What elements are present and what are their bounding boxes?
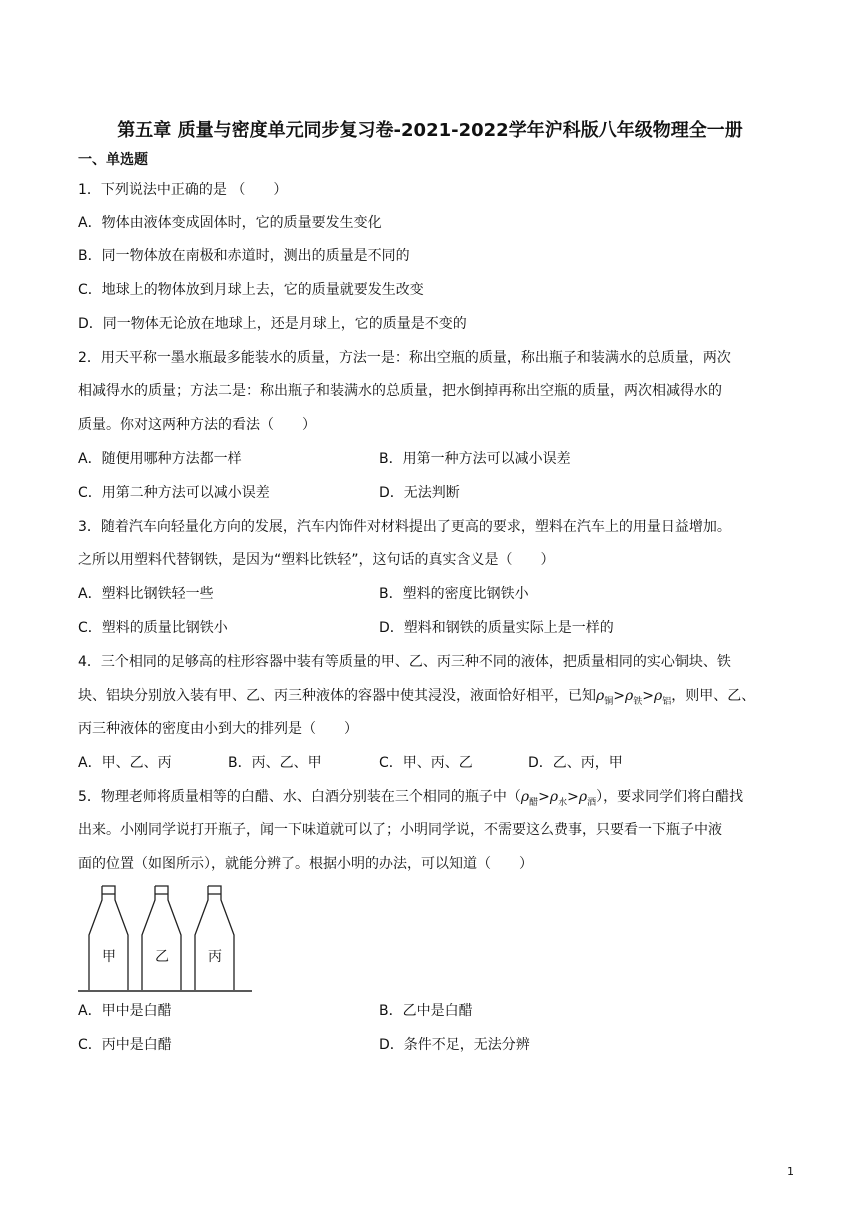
q5-stem-line1-tail: ），要求同学们将白醋找 [596, 789, 744, 805]
q2-option-d: D．无法判断 [379, 485, 460, 501]
q3-option-d: D．塑料和钢铁的质量实际上是一样的 [379, 620, 614, 636]
q3-option-a: A．塑料比钢铁轻一些 [78, 586, 214, 602]
bottle-yi [142, 886, 181, 990]
subscript-cu: 铜 [604, 696, 614, 707]
q3-option-c: C．塑料的质量比钢铁小 [78, 620, 228, 636]
q4-stem-line1: 4．三个相同的足够高的柱形容器中装有等质量的甲、乙、丙三种不同的液体，把质量相同的实心铜块、铁 [78, 654, 731, 670]
q3-option-b: B．塑料的密度比钢铁小 [379, 586, 529, 602]
q4-stem-line2 [78, 686, 755, 712]
q3-stem-line1: 3．随着汽车向轻量化方向的发展，汽车内饰件对材料提出了更高的要求，塑料在汽车上的用量日益增加。 [78, 519, 731, 535]
greater-than: > [642, 688, 654, 704]
greater-than: > [613, 688, 625, 704]
rho-symbol: ρ [624, 688, 634, 704]
q1-option-b: B．同一物体放在南极和赤道时，测出的质量是不同的 [78, 248, 410, 264]
section-heading: 一、单选题 [78, 152, 148, 168]
q5-stem-line3: 面的位置（如图所示），就能分辨了。根据小明的办法，可以知道（ ） [78, 856, 533, 872]
subscript-water: 水 [558, 797, 568, 808]
page-number: 1 [787, 1165, 794, 1178]
q1-option-d: D．同一物体无论放在地球上，还是月球上，它的质量是不变的 [78, 316, 467, 332]
rho-symbol: ρ [520, 789, 530, 805]
bottle-label-jia: 甲 [102, 949, 116, 965]
rho-symbol: ρ [549, 789, 559, 805]
q1-option-a: A．物体由液体变成固体时，它的质量要发生变化 [78, 215, 382, 231]
rho-symbol: ρ [653, 688, 663, 704]
document-title: 第五章 质量与密度单元同步复习卷-2021-2022学年沪科版八年级物理全一册 [117, 120, 743, 141]
bottle-label-bing: 丙 [208, 949, 222, 965]
subscript-vinegar: 醋 [529, 797, 539, 808]
rho-symbol: ρ [596, 688, 605, 704]
q5-stem-line1-text: 5．物理老师将质量相等的白醋、水、白酒分别装在三个相同的瓶子中（ [78, 789, 521, 805]
q5-stem-line2: 出来。小刚同学说打开瓶子，闻一下味道就可以了；小明同学说，不需要这么费事，只要看一下瓶子中液 [78, 822, 722, 838]
q5-option-c: C．丙中是白醋 [78, 1037, 172, 1053]
q4-stem-line3: 丙三种液体的密度由小到大的排列是（ ） [78, 721, 358, 737]
greater-than: > [538, 789, 550, 805]
q3-stem-line2: 之所以用塑料代替钢铁，是因为“塑料比铁轻”，这句话的真实含义是（ ） [78, 552, 555, 568]
q4-option-d: D．乙、丙，甲 [528, 755, 623, 771]
q2-stem-line3: 质量。你对这两种方法的看法（ ） [78, 417, 316, 433]
bottle-label-yi: 乙 [155, 949, 169, 965]
rho-symbol: ρ [578, 789, 588, 805]
subscript-liquor: 酒 [587, 797, 597, 808]
greater-than: > [567, 789, 579, 805]
q2-stem-line1: 2．用天平称一墨水瓶最多能装水的质量，方法一是：称出空瓶的质量，称出瓶子和装满水的总质量，两次 [78, 350, 731, 366]
q4-stem-line2-tail: ，则甲、乙、 [671, 688, 756, 704]
q4-option-b: B．丙、乙、甲 [228, 755, 322, 771]
q5-option-b: B．乙中是白醋 [379, 1003, 473, 1019]
q1-option-c: C．地球上的物体放到月球上去，它的质量就要发生改变 [78, 282, 424, 298]
q4-stem-line2-text: 块、铝块分别放入装有甲、乙、丙三种液体的容器中使其浸没，液面恰好相平，已知 [78, 688, 596, 704]
q2-option-c: C．用第二种方法可以减小误差 [78, 485, 270, 501]
q2-option-b: B．用第一种方法可以减小误差 [379, 451, 571, 467]
q5-stem-line1 [78, 787, 743, 813]
q5-option-d: D．条件不足，无法分辨 [379, 1037, 530, 1053]
q5-option-a: A．甲中是白醋 [78, 1003, 172, 1019]
bottle-jia [89, 886, 128, 990]
q4-option-c: C．甲、丙、乙 [379, 755, 473, 771]
q1-stem: 1．下列说法中正确的是 （ ） [78, 182, 288, 198]
subscript-fe: 铁 [633, 696, 643, 707]
subscript-al: 铝 [662, 696, 672, 707]
q2-option-a: A．随便用哪种方法都一样 [78, 451, 242, 467]
bottles-figure [78, 880, 253, 999]
bottle-bing [195, 886, 234, 990]
q2-stem-line2: 相减得水的质量；方法二是：称出瓶子和装满水的总质量，把水倒掉再称出空瓶的质量，两次相减得水的 [78, 383, 722, 399]
q4-option-a: A．甲、乙、丙 [78, 755, 172, 771]
